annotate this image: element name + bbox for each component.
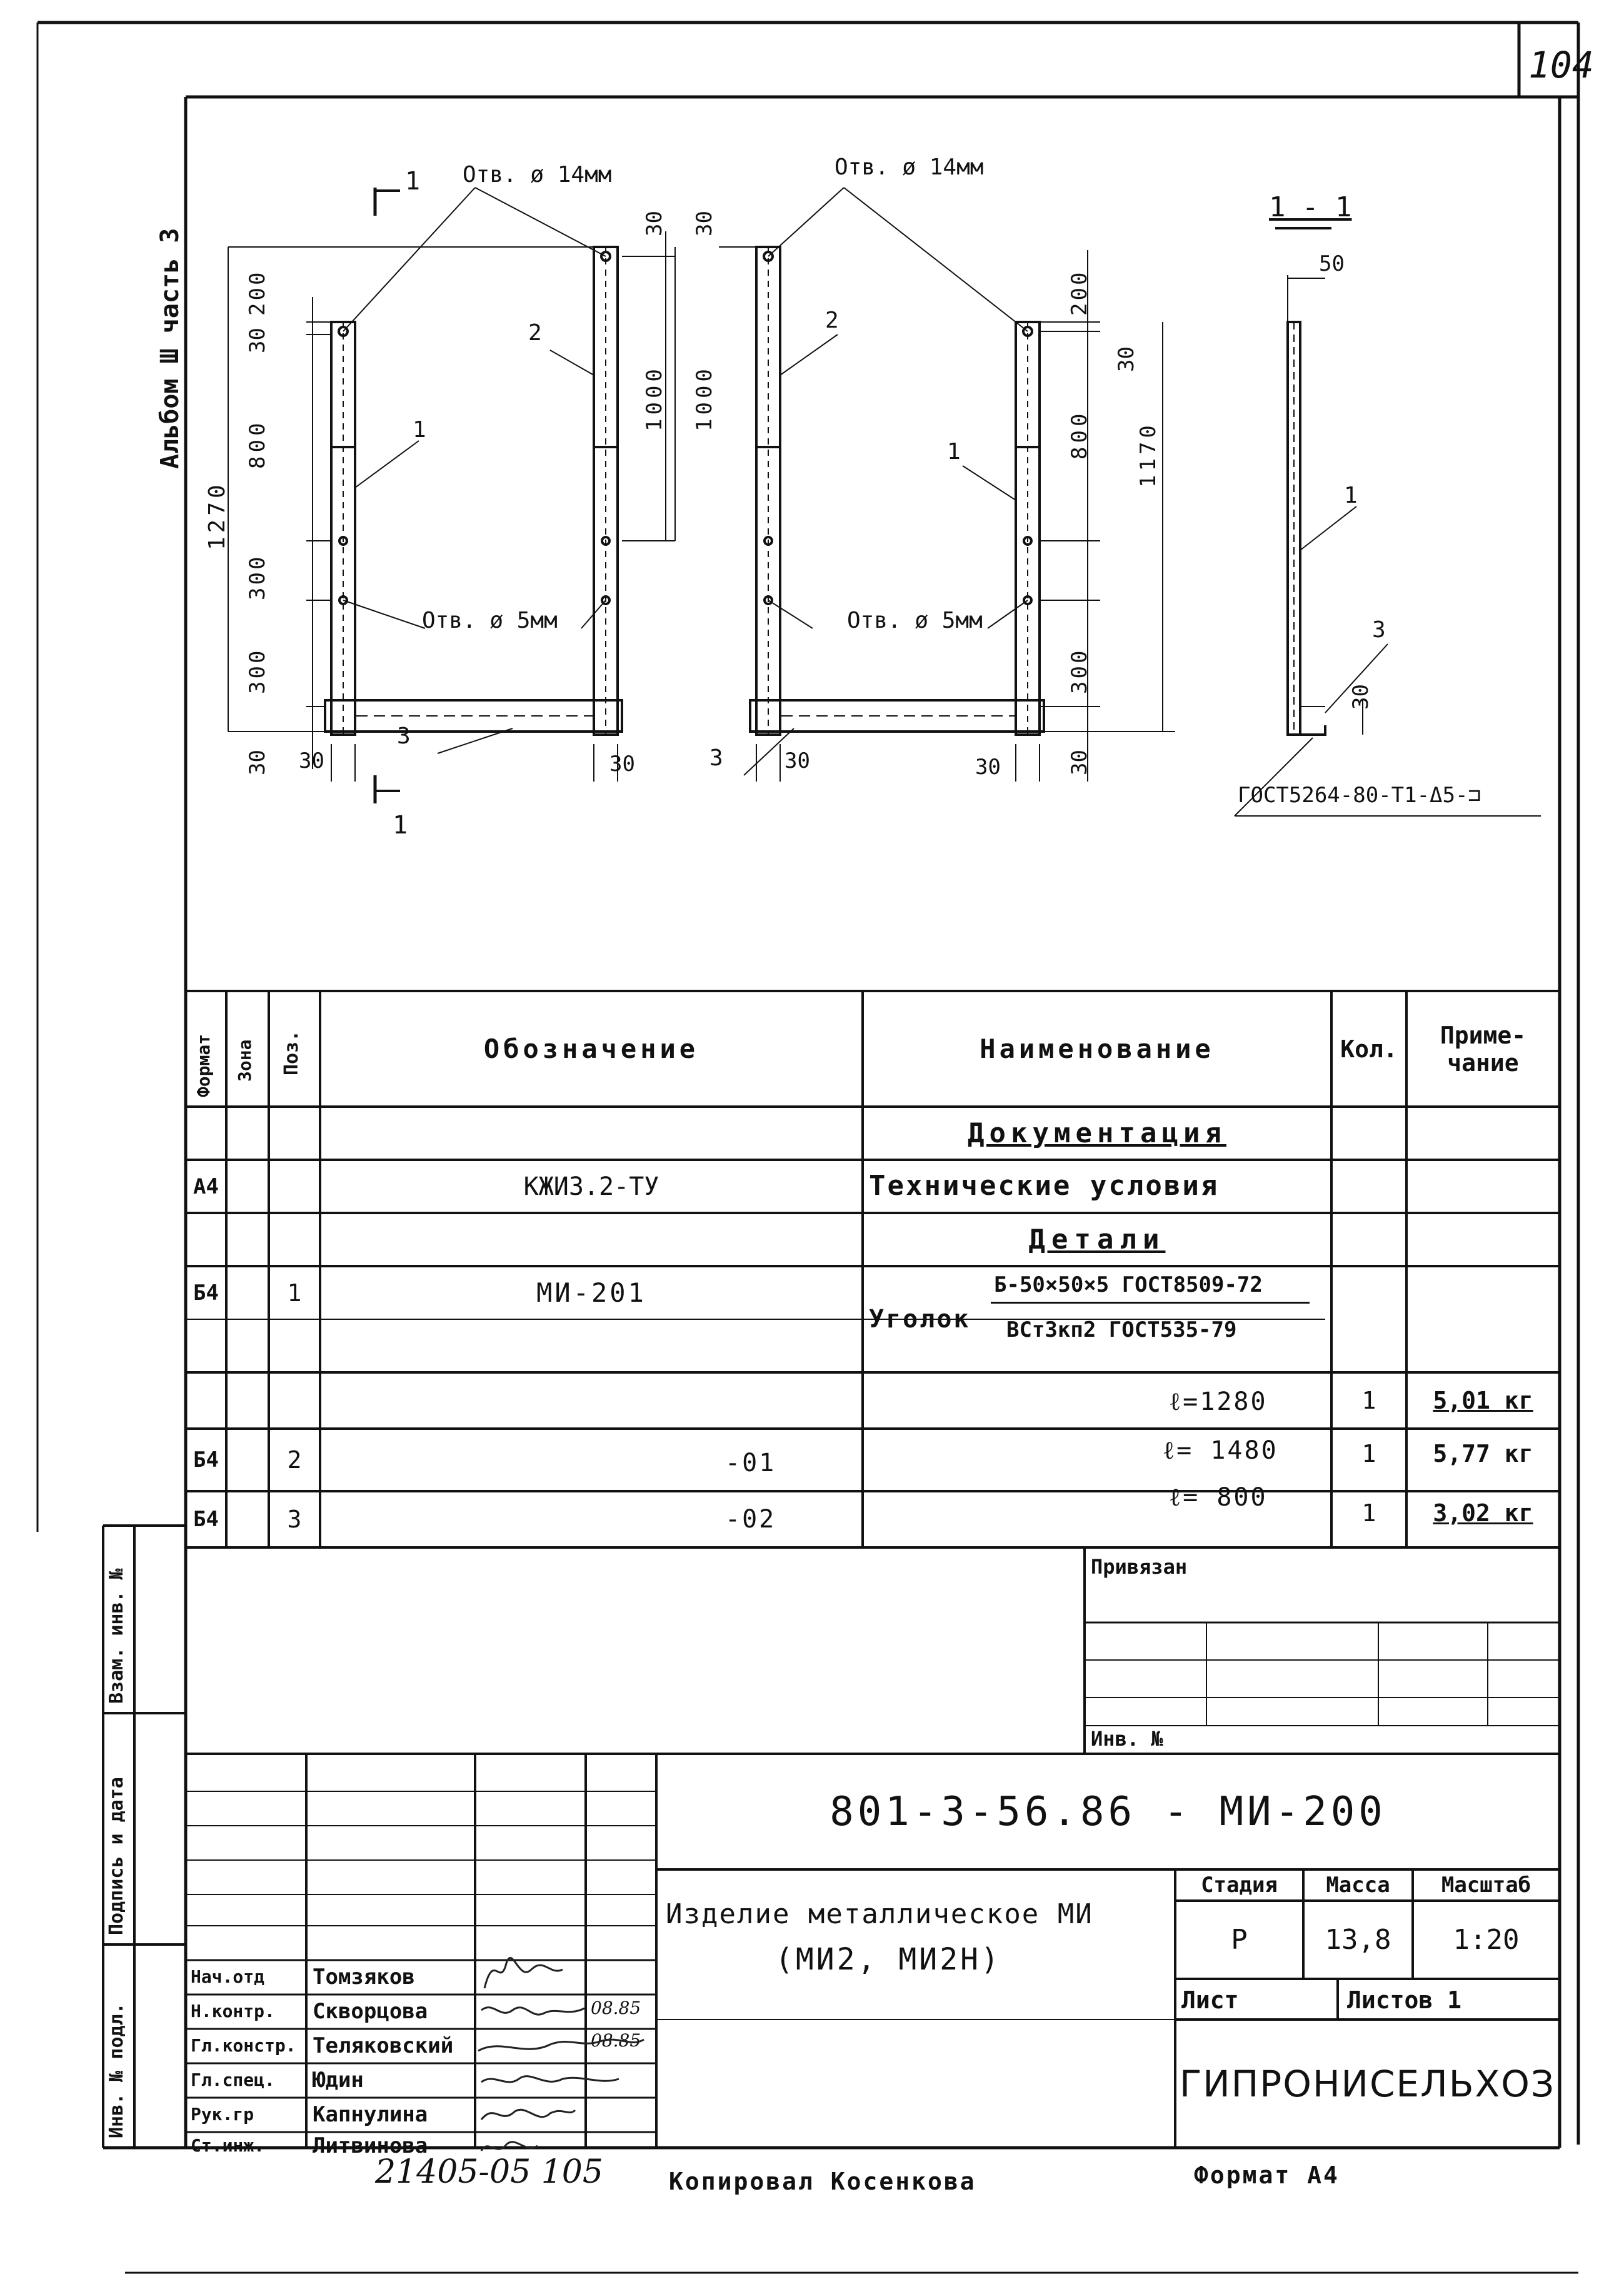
row-format: А4 xyxy=(193,1174,219,1199)
col-header-name: Наименование xyxy=(980,1034,1215,1064)
row-format: Б4 xyxy=(193,1280,219,1305)
row-qty: 1 xyxy=(1361,1387,1376,1414)
row-qty: 1 xyxy=(1361,1499,1376,1527)
col-header-qty: Кол. xyxy=(1340,1035,1398,1063)
row-pos: 3 xyxy=(287,1506,302,1533)
copied-by: Копировал Косенкова xyxy=(669,2168,976,2195)
pos-label: 1 xyxy=(947,439,961,465)
dim-30: 30 xyxy=(1067,750,1092,775)
row-note: 5,01 кг xyxy=(1433,1387,1533,1414)
binding-label: Привязан xyxy=(1091,1555,1188,1579)
sheet-label: Лист xyxy=(1181,1986,1239,2014)
row-designation: КЖИ3.2-ТУ xyxy=(523,1172,659,1201)
dim-30: 30 xyxy=(609,752,635,777)
mass-value: 13,8 xyxy=(1325,1924,1391,1956)
dim-200: 200 xyxy=(1067,269,1092,316)
staff-name: Теляковский xyxy=(313,2033,454,2058)
row-name-bottom: ВСт3кп2 ГОСТ535-79 xyxy=(1006,1317,1237,1342)
product-line1: Изделие металлическое МИ xyxy=(666,1898,1093,1930)
row-name: Технические условия xyxy=(869,1170,1220,1202)
dim-30: 30 xyxy=(692,211,717,236)
row-format: Б4 xyxy=(193,1507,219,1532)
staff-name: Капнулина xyxy=(313,2102,428,2127)
staff-name: Литвинова xyxy=(313,2133,428,2158)
dim-30: 30 xyxy=(1114,346,1139,372)
row-designation: МИ-201 xyxy=(536,1277,646,1308)
staff-role: Рук.гр xyxy=(191,2104,254,2125)
document-code: 801-3-56.86 - МИ-200 xyxy=(830,1788,1386,1835)
scale-label: Масштаб xyxy=(1441,1873,1531,1898)
dim-30: 30 xyxy=(245,750,270,775)
row-pos: 1 xyxy=(287,1279,302,1307)
pos-label: 3 xyxy=(397,723,411,749)
row-designation: -02 xyxy=(725,1505,776,1534)
row-format: Б4 xyxy=(193,1447,219,1472)
dim-300: 300 xyxy=(245,554,270,600)
dim-1000: 1000 xyxy=(692,365,717,431)
pos-label: 1 xyxy=(413,417,426,443)
dim-300: 300 xyxy=(1067,648,1092,694)
dim-1270: 1270 xyxy=(204,481,230,550)
side-label-original-inv: Инв. № подл. xyxy=(106,2003,128,2138)
row-note: 5,77 кг xyxy=(1433,1440,1533,1467)
dim-300: 300 xyxy=(245,648,270,694)
col-header-designation: Обозначение xyxy=(483,1034,699,1064)
section-title: 1 - 1 xyxy=(1269,191,1352,223)
pos-label: 2 xyxy=(825,308,839,333)
staff-name: Юдин xyxy=(313,2068,364,2093)
staff-role: Нач.отд xyxy=(191,1966,265,1987)
row-name-top: Б-50×50×5 ГОСТ8509-72 xyxy=(994,1272,1263,1297)
dim-1000: 1000 xyxy=(642,365,667,431)
staff-role: Ст.инж. xyxy=(191,2135,265,2156)
col-header-zone: Зона xyxy=(234,1039,255,1082)
dim-30: 30 xyxy=(299,748,324,773)
dim-30: 30 xyxy=(245,328,270,353)
staff-date: 08.85 xyxy=(591,2030,641,2051)
staff-role: Гл.констр. xyxy=(191,2035,296,2056)
hole-5-label-left: Отв. ø 5мм xyxy=(422,608,558,633)
side-label-replaced-inv: Взам. инв. № xyxy=(106,1568,128,1704)
dim-30: 30 xyxy=(642,211,667,236)
dim-800: 800 xyxy=(1067,410,1092,460)
section-mark-bottom: 1 xyxy=(393,811,408,840)
dim-50: 50 xyxy=(1319,251,1345,276)
col-header-format: Формат xyxy=(193,1034,214,1097)
binding-inv-label: Инв. № xyxy=(1091,1727,1163,1751)
dim-30: 30 xyxy=(1348,684,1373,710)
staff-name: Скворцова xyxy=(313,1999,428,2024)
mass-label: Масса xyxy=(1326,1873,1390,1898)
dim-200: 200 xyxy=(245,269,270,316)
sheet-format: Формат А4 xyxy=(1194,2161,1340,2189)
sheets-label: Листов 1 xyxy=(1347,1986,1462,2014)
row-name-prefix: Уголок xyxy=(869,1305,971,1334)
hole-5-label-right: Отв. ø 5мм xyxy=(847,608,983,633)
row-name: ℓ= 1480 xyxy=(1163,1436,1278,1465)
row-name: ℓ= 800 xyxy=(1169,1483,1268,1512)
row-note: 3,02 кг xyxy=(1433,1499,1533,1527)
pos-label: 3 xyxy=(709,745,723,771)
page-number: 104 xyxy=(1528,44,1594,86)
row-designation: -01 xyxy=(725,1449,776,1477)
dim-30: 30 xyxy=(975,755,1001,780)
dim-800: 800 xyxy=(245,419,270,469)
row-pos: 2 xyxy=(287,1446,302,1474)
hole-14-label-left: Отв. ø 14мм xyxy=(463,162,612,188)
archive-number: 21405-05 105 xyxy=(375,2153,603,2191)
staff-role: Н.контр. xyxy=(191,2001,275,2021)
product-line2: (МИ2, МИ2Н) xyxy=(775,1942,1001,1977)
col-header-note: Приме- чание xyxy=(1440,1021,1526,1077)
row-qty: 1 xyxy=(1361,1440,1376,1467)
col-header-pos: Поз. xyxy=(281,1030,303,1075)
pos-label: 1 xyxy=(1344,483,1358,508)
pos-label: 3 xyxy=(1372,617,1386,643)
dim-1170: 1170 xyxy=(1136,421,1161,488)
album-label: Альбом Ш часть 3 xyxy=(156,228,184,469)
section-docs: Документация xyxy=(968,1117,1226,1149)
hole-14-label-right: Отв. ø 14мм xyxy=(835,154,984,180)
pos-label: 2 xyxy=(528,320,542,346)
organization: ГИПРОНИСЕЛЬХОЗ xyxy=(1179,2062,1556,2105)
dim-30: 30 xyxy=(784,748,810,773)
staff-name: Томзяков xyxy=(313,1965,415,1990)
section-parts: Детали xyxy=(1028,1224,1166,1255)
side-label-signature-date: Подпись и дата xyxy=(106,1777,128,1935)
scale-value: 1:20 xyxy=(1453,1924,1520,1956)
stage-value: Р xyxy=(1231,1924,1248,1956)
staff-role: Гл.спец. xyxy=(191,2070,275,2090)
weld-note: ГОСТ5264-80-Т1-Δ5-⊐ xyxy=(1238,783,1481,808)
staff-date: 08.85 xyxy=(591,1998,641,2018)
section-mark-top: 1 xyxy=(405,167,421,196)
stage-label: Стадия xyxy=(1201,1873,1278,1898)
row-name: ℓ=1280 xyxy=(1169,1387,1268,1416)
